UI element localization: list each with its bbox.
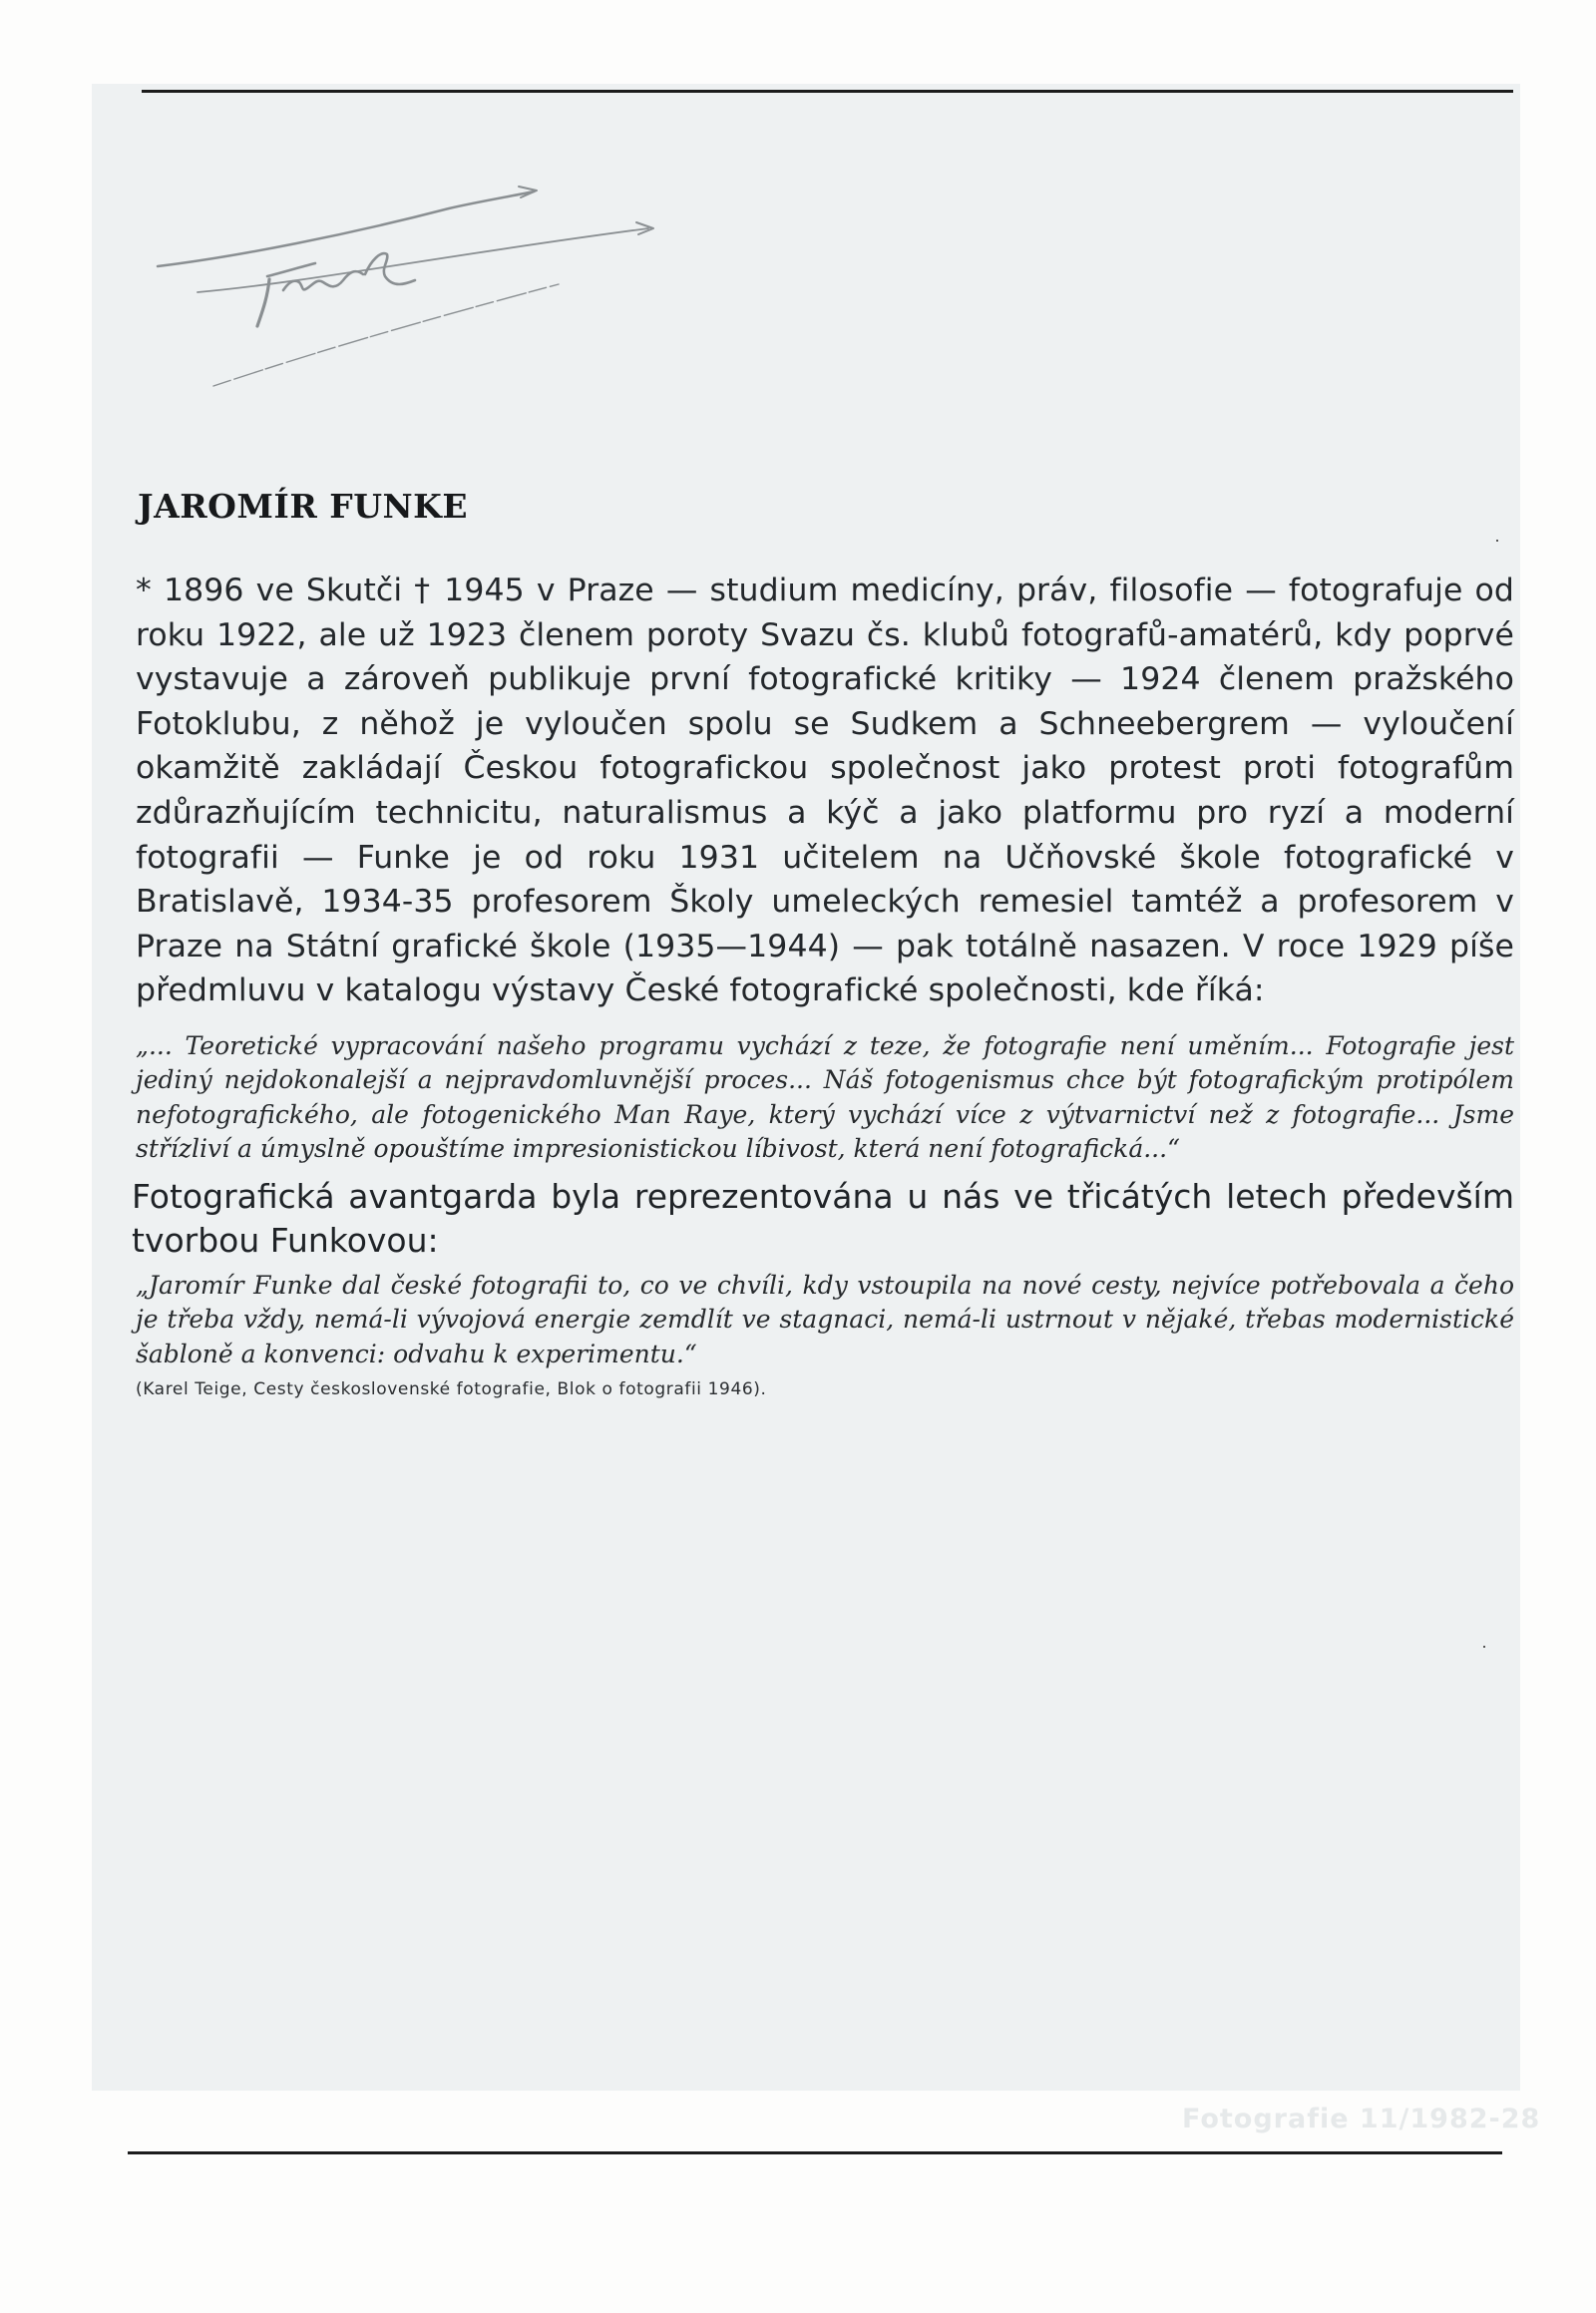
avantgarde-paragraph: Fotografická avantgarda byla reprezentována u nás ve třicátých letech především tvorbou Funkovou: [132, 1176, 1514, 1260]
funke-quote: „... Teoretické vypracování našeho programu vychází z teze, že fotografie není uměním... Fotografie jest jediný nejdokonalejší a nejpravdomluvnější proces... Náš fotogenismus chce být fotografickým protipólem nefotografického, ale fotogenického Man Raye, který vychází více z výtvarnictví než z fotografie... Jsme střízliví a úmyslně opouštíme impresionistickou líbivost, která není fotografická...“ [136, 1030, 1514, 1164]
speck-mark [1483, 1646, 1485, 1648]
top-rule [142, 90, 1513, 93]
quote-citation: (Karel Teige, Cesty československé fotografie, Blok o fotografii 1946). [136, 1379, 767, 1400]
article-body [132, 569, 1514, 1403]
author-name-heading: JAROMÍR FUNKE [138, 487, 468, 526]
speck-mark [1496, 540, 1498, 542]
bottom-rule [128, 2151, 1502, 2154]
footer-watermark: Fotografie 11/1982-28 [1182, 2104, 1541, 2134]
teige-quote: „Jaromír Funke dal české fotografii to, co ve chvíli, kdy vstoupila na nové cesty, nejvíce potřebovala a čeho je třeba vždy, nemá-li vývojová energie zemdlít ve stagnaci, nemá-li ustrnout v nějaké, třebas modernistické šabloně a konvenci: odvahu k experimentu.“ [136, 1270, 1514, 1368]
signature-image [150, 165, 668, 394]
biography-paragraph: * 1896 ve Skutči † 1945 v Praze — studium medicíny, práv, filosofie — fotografuje od roku 1922, ale už 1923 členem poroty Svazu čs. klubů fotografů-amatérů, kdy poprvé vystavuje a zároveň publikuje první fotografické kritiky — 1924 členem pražského Fotoklubu, z něhož je vyloučen spolu se Sudkem a Schneebergrem — vyloučení okamžitě zakládají Českou fotografickou společnost jako protest proti fotografům zdůrazňujícím technicitu, naturalismus a kýč a jako platformu pro ryzí a moderní fotografii — Funke je od roku 1931 učitelem na Učňovské škole fotografické v Bratislavě, 1934-35 profesorem Školy umeleckých remesiel tamtéž a profesorem v Praze na Státní grafické škole (1935—1944) — pak totálně nasazen. V roce 1929 píše předmluvu v katalogu výstavy České fotografické společnosti, kde říká: [136, 573, 1514, 1009]
